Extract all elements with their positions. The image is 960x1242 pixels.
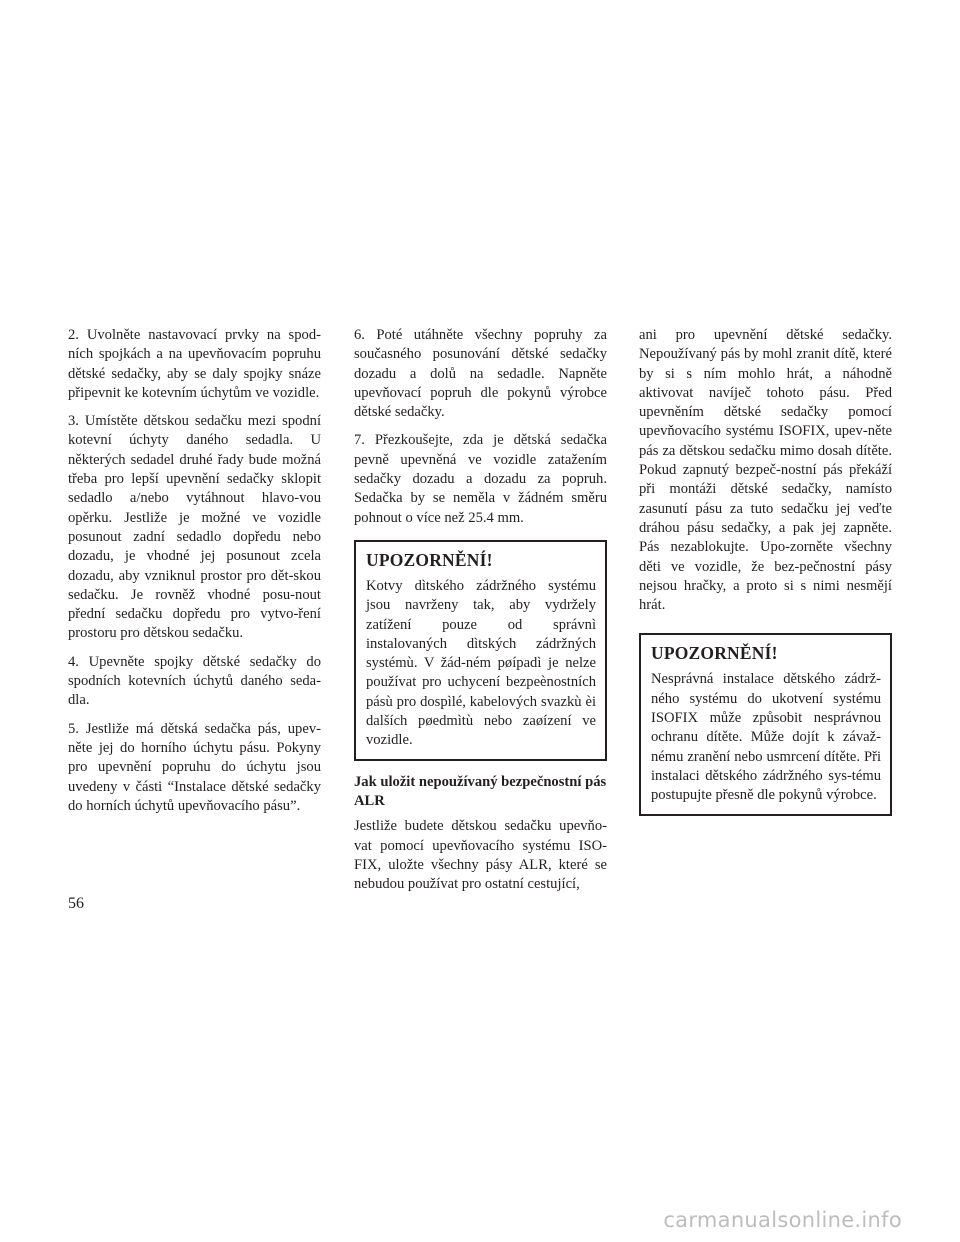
page-number: 56 (68, 895, 84, 912)
text-column-1 (68, 326, 321, 825)
step-7-paragraph: 7. Přezkoušejte, zda je dětská sedačka pevně upevněná ve vozidle zatažením sedačky dozadu a dozadu za popruh. Sedačka by se neměla v žádném směru pohnout o více než 25.4 mm. (354, 432, 607, 526)
alr-paragraph: Jestliže budete dětskou sedačku upevňo-vat pomocí upevňovacího systému ISO-FIX, uložte všechny pásy ALR, které se nebudou používat pro ostatní cestující, (354, 818, 607, 893)
watermark: carmanualsonline.info (663, 1208, 902, 1232)
step-2-paragraph: 2. Uvolněte nastavovací prvky na spod-ních spojkách a na upevňovacím popruhu dětské sedačky, aby se daly spojky snáze připevnit ke kotevním úchytům ve vozidle. (68, 327, 321, 401)
warning-box-anchors (354, 540, 607, 761)
text-column-2 (354, 326, 607, 903)
section-subheading: Jak uložit nepoužívaný bezpečnostní pás ALR (354, 773, 607, 809)
warning-title: UPOZORNĚNÍ! (366, 549, 493, 570)
step-5-paragraph: 5. Jestliže má dětská sedačka pás, upev-něte jej do horního úchytu pásu. Pokyny pro upevnění popruhu do úchytu jsou uvedeny v části “Instalace dětské sedačky do horních úchytů upevňovacího pásu”. (68, 720, 321, 814)
warning-box-isofix (639, 633, 892, 815)
step-4-paragraph: 4. Upevněte spojky dětské sedačky do spodních kotevních úchytů daného seda-dla. (68, 653, 321, 709)
warning-text: Kotvy dìtského zádržného systému jsou navrženy tak, aby vydržely zatížení pouze od správnì instalovaných dìtských zádržných systémù. V žád-ném pøípadì je nelze používat pro uchycení bezpeènostních pásù pro dospìlé, kabelových svazkù èi dalších pøedmìtù nebo zaøízení ve vozidle. (366, 577, 596, 749)
warning-title: UPOZORNĚNÍ! (651, 643, 778, 664)
warning-text: Nesprávná instalace dětského zádrž-ného systému do ukotvení systému ISOFIX může způsobit nesprávnou ochranu dítěte. Může dojít k závaž-nému zranění nebo usmrcení dítěte. Při instalaci dětského zádržného sys-tému postupujte přesně dle pokynů výrobce. (651, 671, 881, 804)
text-column-3 (639, 326, 892, 828)
step-6-paragraph: 6. Poté utáhněte všechny popruhy za současného posunování dětské sedačky dozadu a dolů na sedadle. Napněte upevňovací popruh dle pokynů výrobce dětské sedačky. (354, 327, 607, 421)
alr-paragraph-continued: ani pro upevnění dětské sedačky. Nepoužívaný pás by mohl zranit dítě, které by si s ním mohlo hrát, a náhodně aktivovat navíječ tohoto pásu. Před upevněním dětské sedačky pomocí upevňovacího systému ISOFIX, upev-něte pás za dětskou sedačku mimo dosah dítěte. Pokud zapnutý bezpeč-nostní pás překáží při montáži dětské sedačky, namísto zasunutí pásu za tuto sedačku jej veďte dráhou pásu sedačky, a pak jej zapněte. Pás nezablokujte. Upo-zorněte všechny děti ve vozidle, že bez-pečnostní pásy nejsou hračky, a proto si s nimi nesmějí hrát. (639, 327, 892, 614)
step-3-paragraph: 3. Umístěte dětskou sedačku mezi spodní kotevní úchyty daného sedadla. U některých sedadel druhé řady bude možná třeba pro lepší upevnění sedačky sklopit sedadlo a/nebo vytáhnout hlavo-vou opěrku. Jestliže je možné ve vozidle posunout zadní sedadlo dopředu nebo dozadu, je vhodné jej posunout zcela dozadu, aby vzniknul prostor pro dět-skou sedačku. Je rovněž vhodné posu-nout přední sedačku dopředu pro vytvo-ření prostoru pro dětskou sedačku. (68, 413, 321, 642)
